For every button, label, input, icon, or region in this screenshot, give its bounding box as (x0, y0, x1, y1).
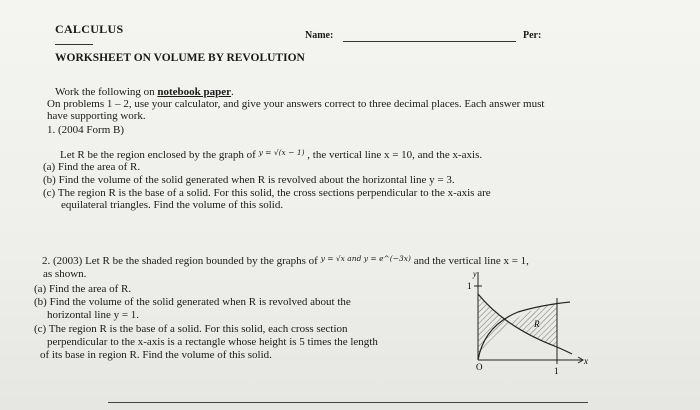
region-label: R (534, 319, 540, 329)
instructions-line-3: have supporting work. (47, 110, 146, 122)
instructions-emphasis: notebook paper (157, 86, 232, 98)
problem-2-part-a: (a) Find the area of R. (34, 283, 132, 295)
y-tick-label: 1 (467, 281, 472, 291)
name-label: Name: (305, 30, 334, 41)
bottom-rule (108, 402, 588, 403)
problem-1-heading: 1. (2004 Form B) (47, 124, 124, 136)
problem-1-part-c-line-1: (c) The region R is the base of a solid. For this solid, the cross sections perpendicular to the x-axis are (43, 187, 491, 199)
problem-2-equation: y = √x and y = e^(−3x) (320, 254, 411, 263)
problem-2-intro-text: 2. (2003) Let R be the shaded region bounded by the graphs of (42, 255, 318, 267)
problem-2-part-b-line-2: horizontal line y = 1. (47, 309, 140, 321)
problem-1-part-b: (b) Find the volume of the solid generated when R is revolved about the horizontal line y = 3. (43, 174, 455, 186)
problem-2-part-b-line-1: (b) Find the volume of the solid generated when R is revolved about the (34, 296, 351, 308)
region-graph (466, 268, 590, 378)
course-title: CALCULUS (55, 22, 124, 36)
problem-1-part-c-line-2: equilateral triangles. Find the volume of this solid. (61, 199, 284, 211)
shaded-region-r (478, 294, 557, 354)
instructions-period: . (231, 86, 234, 98)
problem-2-part-c-line-1: (c) The region R is the base of a solid. For this solid, each cross section (34, 323, 348, 335)
instructions-text: Work the following on (55, 86, 158, 98)
problem-2-intro (42, 255, 529, 268)
problem-2-part-c-line-2: perpendicular to the x-axis is a rectangle whose height is 5 times the length (47, 336, 378, 348)
name-blank-line (343, 41, 516, 42)
problem-1-intro-text: Let R be the region enclosed by the graph of (60, 149, 256, 161)
title-rule (55, 44, 93, 45)
y-axis-label: y (473, 269, 477, 279)
problem-2-intro-line-2: as shown. (43, 268, 87, 280)
origin-label: O (476, 362, 483, 372)
period-label: Per: (523, 30, 542, 41)
instructions-line-2: On problems 1 – 2, use your calculator, and give your answers correct to three decimal places. Each answer must (47, 98, 545, 110)
problem-2-intro-suffix: and the vertical line x = 1, (413, 255, 529, 267)
problem-2-part-c-line-3: of its base in region R. Find the volume of this solid. (40, 349, 272, 361)
x-axis-label: x (584, 356, 588, 366)
x-tick-label: 1 (554, 366, 559, 376)
problem-1-intro-suffix: , the vertical line x = 10, and the x-axis. (307, 149, 483, 161)
problem-1-equation: y = √(x − 1) (258, 148, 305, 157)
instructions-line-1 (55, 86, 234, 98)
worksheet-title: WORKSHEET ON VOLUME BY REVOLUTION (55, 52, 305, 64)
problem-1-part-a: (a) Find the area of R. (43, 161, 141, 173)
